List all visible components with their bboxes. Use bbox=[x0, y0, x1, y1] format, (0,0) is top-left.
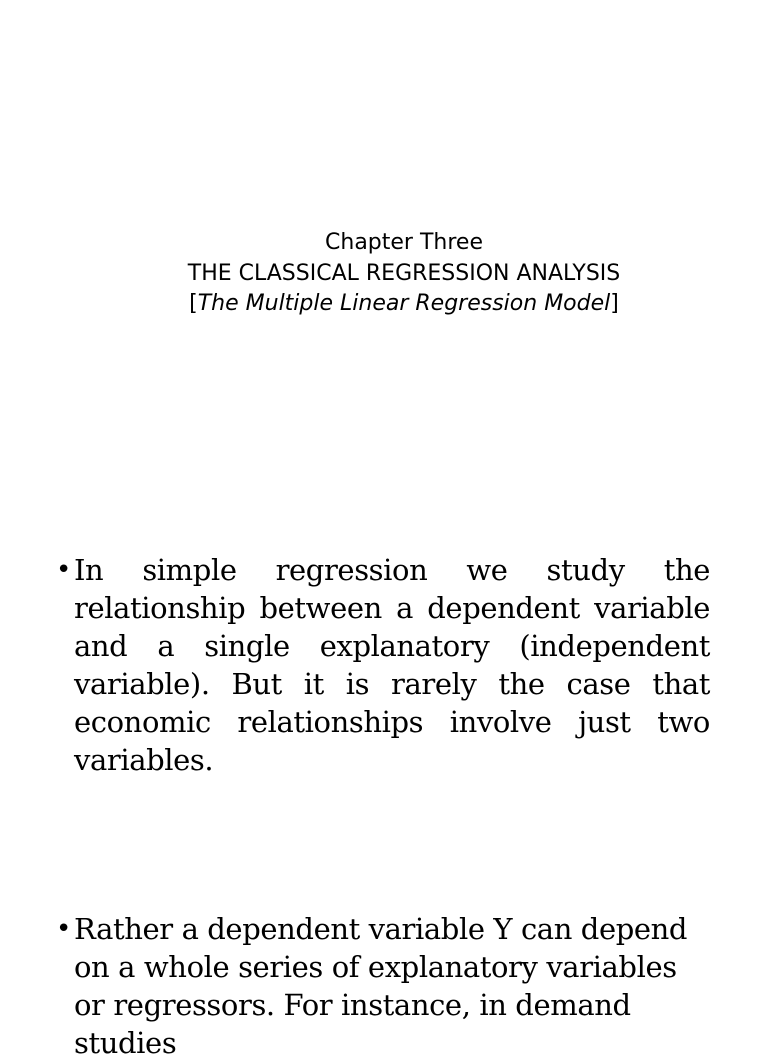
bullet-icon: • bbox=[56, 555, 72, 585]
bullet-paragraph bbox=[56, 910, 710, 1062]
subtitle-close-bracket: ] bbox=[610, 291, 619, 316]
chapter-heading: THE CLASSICAL REGRESSION ANALYSIS bbox=[187, 260, 621, 286]
bullet-icon: • bbox=[56, 914, 72, 944]
chapter-subtitle bbox=[0, 289, 768, 320]
bullet-text: In simple regression we study the relationship between a dependent variable and a single explanatory (independent variable). But it is rarely the case that economic relationships involve just two variables. bbox=[74, 553, 710, 777]
subtitle-text: The Multiple Linear Regression Model bbox=[197, 291, 611, 316]
title-block bbox=[0, 228, 768, 320]
subtitle-open-bracket: [ bbox=[189, 291, 198, 316]
bullet-text: Rather a dependent variable Y can depend on a whole series of explanatory variables or regressors. For instance, in demand studies bbox=[74, 912, 688, 1060]
bullet-paragraph bbox=[56, 551, 710, 779]
chapter-title: Chapter Three bbox=[325, 230, 483, 255]
